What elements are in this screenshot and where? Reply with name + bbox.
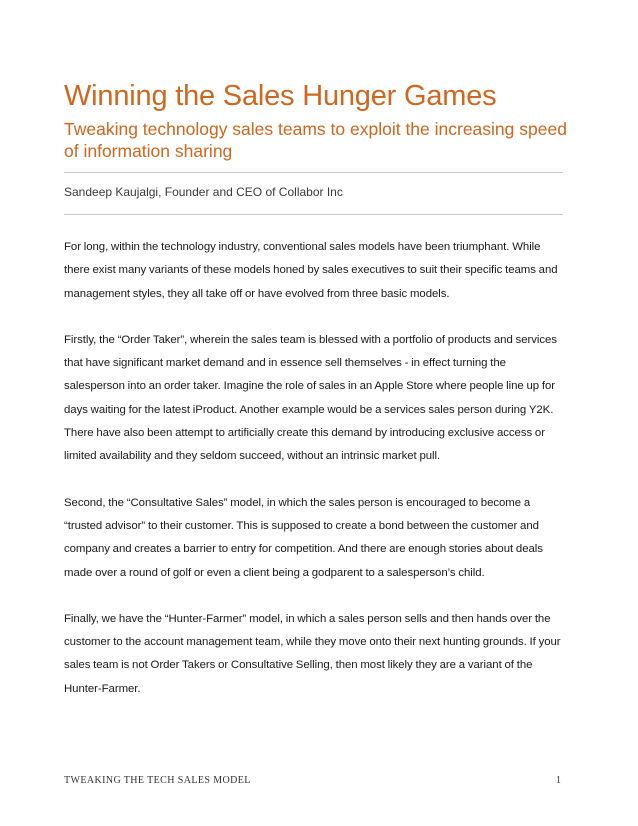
paragraph-consultative-sales: Second, the “Consultative Sales” model, in which the sales person is encouraged to become a “trusted advisor” to their customer. This is supposed to create a bond between the customer and company and creates a barrier to entry for competition. And there are enough stories about deals made over a round of golf or even a client being a godparent to a salesperson’s child.	[64, 496, 543, 579]
byline-divider	[64, 214, 563, 215]
paragraph-order-taker: Firstly, the “Order Taker”, wherein the sales team is blessed with a portfolio of products and services that have significant market demand and in essence sell themselves - in effect turning the salesperson into an order taker. Imagine the role of sales in an Apple Store where people line up for days waiting for the latest iProduct. Another example would be a services sales person during Y2K. There have also been attempt to artificially create this demand by introducing exclusive access or limited availability and they seldom succeed, without an intrinsic market pull.	[64, 333, 557, 463]
running-footer-title: TWEAKING THE TECH SALES MODEL	[64, 775, 251, 786]
page-number: 1	[556, 775, 561, 786]
document-subtitle: Tweaking technology sales teams to exploit the increasing speed of information sharing	[64, 119, 567, 161]
top-divider	[64, 172, 563, 173]
paragraph-intro: For long, within the technology industry, conventional sales models have been triumphant. While there exist many variants of these models honed by sales executives to suit their specific teams and management styles, they all take off or have evolved from three basic models.	[64, 241, 558, 300]
author-byline: Sandeep Kaujalgi, Founder and CEO of Collabor Inc	[64, 185, 343, 199]
body-text	[64, 236, 564, 724]
paragraph-hunter-farmer: Finally, we have the “Hunter-Farmer” model, in which a sales person sells and then hands over the customer to the account management team, while they move onto their next hunting grounds. If your sales team is not Order Takers or Consultative Selling, then most likely they are a variant of the Hunter-Farmer.	[64, 612, 561, 695]
document-title: Winning the Sales Hunger Games	[64, 80, 497, 112]
